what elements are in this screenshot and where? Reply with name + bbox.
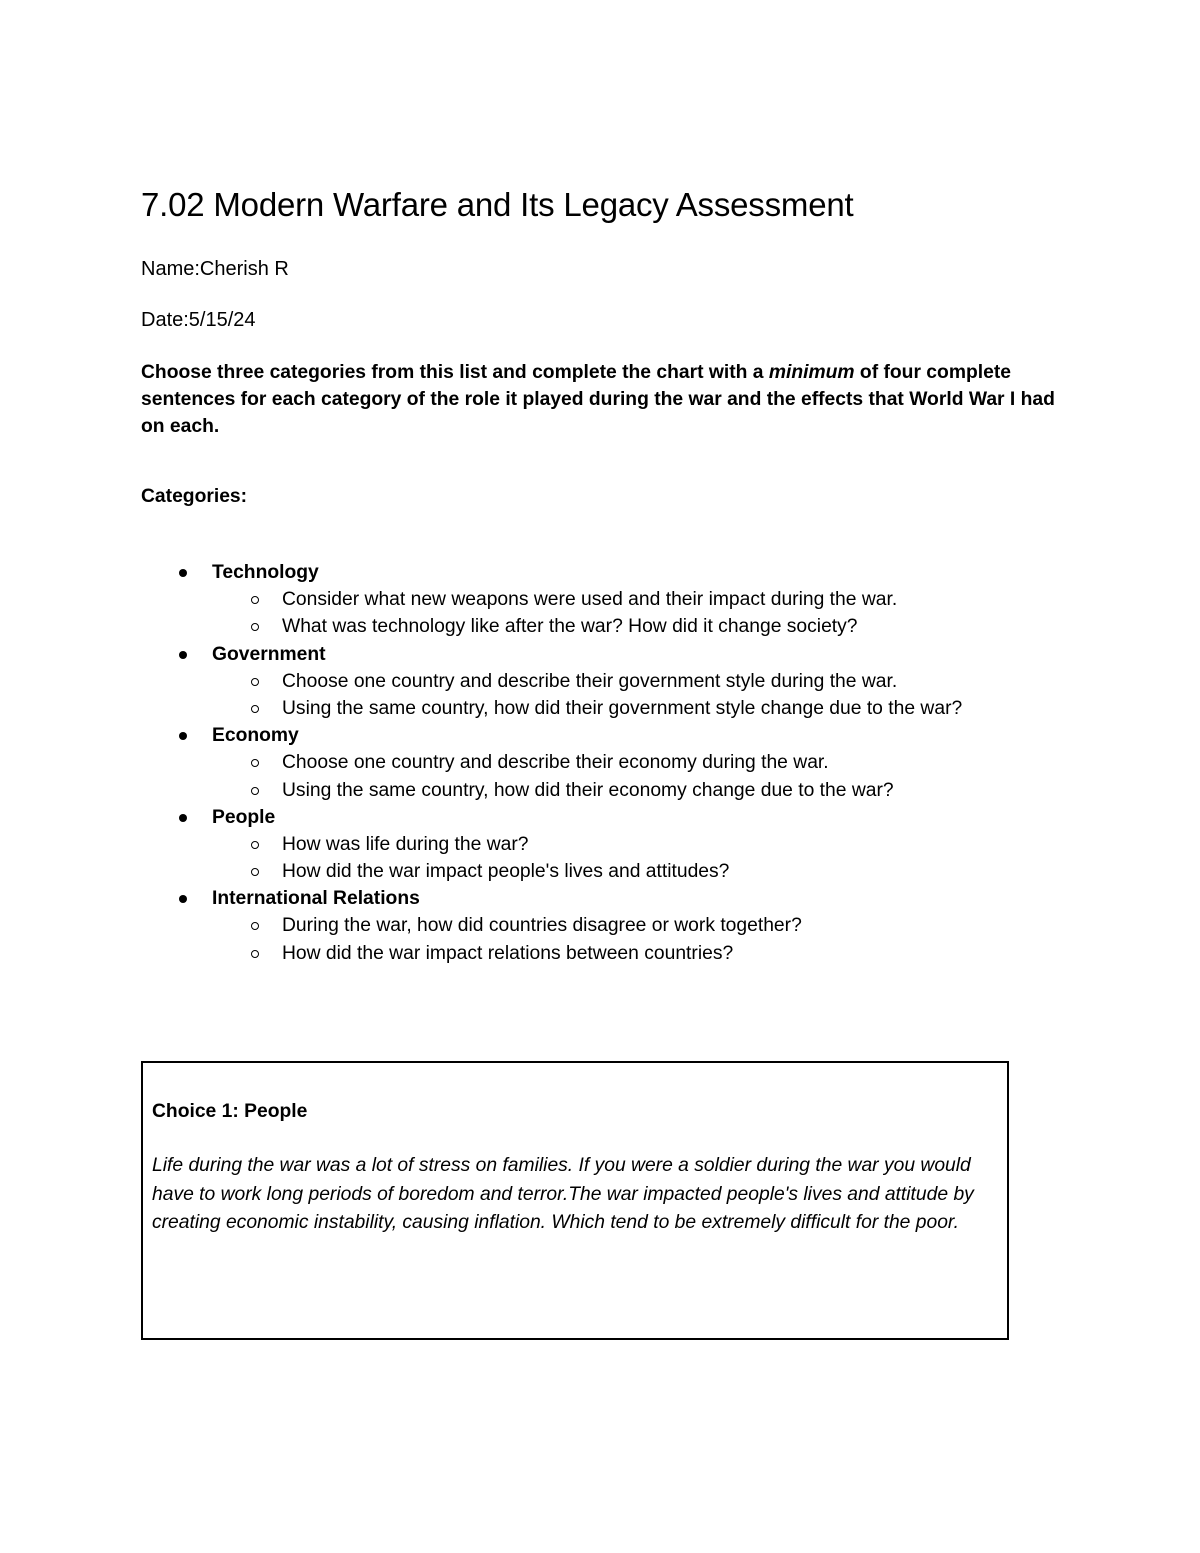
category-label: Economy <box>212 725 299 747</box>
bullet-disc-icon <box>179 895 187 903</box>
prompt-text: Choose one country and describe their economy during the war. <box>282 752 829 774</box>
bullet-circle-icon <box>251 950 259 958</box>
prompt-item <box>141 749 1121 776</box>
prompt-text: What was technology like after the war? How did it change society? <box>282 616 858 638</box>
choice-answer-box <box>141 1061 1009 1340</box>
category-label: Technology <box>212 562 319 583</box>
prompt-text: During the war, how did countries disagree or work together? <box>282 915 802 937</box>
category-international-relations <box>141 885 1121 967</box>
category-prompts <box>141 831 1121 885</box>
bullet-circle-icon <box>251 759 259 767</box>
prompt-item <box>141 613 1121 640</box>
bullet-disc-icon <box>179 814 187 822</box>
prompt-text: How was life during the war? <box>282 833 529 855</box>
categories-list <box>141 559 1121 967</box>
student-name: Name:Cherish R <box>141 258 289 280</box>
prompt-text: Choose one country and describe their government style during the war. <box>282 670 898 692</box>
prompt-item <box>141 777 1121 804</box>
prompt-text: How did the war impact people's lives and attitudes? <box>282 861 730 883</box>
prompt-text: Consider what new weapons were used and their impact during the war. <box>282 589 898 611</box>
document-title: 7.02 Modern Warfare and Its Legacy Assessment <box>141 186 854 223</box>
category-label: International Relations <box>212 888 420 910</box>
instructions-text-part1: Choose three categories from this list and complete the chart with a <box>141 362 769 383</box>
categories-heading: Categories: <box>141 486 248 507</box>
category-prompts <box>141 749 1121 803</box>
category-economy <box>141 722 1121 804</box>
bullet-disc-icon <box>179 651 187 659</box>
bullet-disc-icon <box>179 569 187 577</box>
bullet-circle-icon <box>251 868 259 876</box>
prompt-item <box>141 858 1121 885</box>
assignment-date: Date:5/15/24 <box>141 309 256 331</box>
choice-title: Choice 1: People <box>152 1101 308 1122</box>
bullet-circle-icon <box>251 623 259 631</box>
prompt-item <box>141 668 1121 695</box>
prompt-item <box>141 912 1121 939</box>
bullet-circle-icon <box>251 841 259 849</box>
choice-answer-text: Life during the war was a lot of stress on families. If you were a soldier during the war you would have to work long periods of boredom and terror.The war impacted people's lives and attitude by creating economic instability, causing inflation. Which tend to be extremely difficult for the poor. <box>152 1155 974 1234</box>
bullet-circle-icon <box>251 922 259 930</box>
bullet-circle-icon <box>251 596 259 604</box>
instructions-text-part2: of four complete sentences for each category of the role it played during the war and the effects that World War I had on each. <box>141 362 1055 437</box>
prompt-item <box>141 831 1121 858</box>
category-government <box>141 641 1121 723</box>
prompt-text: How did the war impact relations between countries? <box>282 942 734 964</box>
bullet-circle-icon <box>251 705 259 713</box>
instructions-emphasis: minimum <box>768 362 855 383</box>
instructions-paragraph <box>141 359 1071 440</box>
category-label: Government <box>212 643 326 665</box>
prompt-text: Using the same country, how did their government style change due to the war? <box>282 697 963 719</box>
prompt-item <box>141 940 1121 967</box>
category-people <box>141 804 1121 886</box>
prompt-item <box>141 695 1121 722</box>
category-prompts <box>141 668 1121 722</box>
category-label: People <box>212 806 276 828</box>
bullet-disc-icon <box>179 732 187 740</box>
prompt-item <box>141 586 1121 613</box>
category-prompts <box>141 912 1121 966</box>
bullet-circle-icon <box>251 678 259 686</box>
bullet-circle-icon <box>251 787 259 795</box>
category-technology <box>141 559 1121 641</box>
category-prompts <box>141 586 1121 640</box>
prompt-text: Using the same country, how did their economy change due to the war? <box>282 779 894 801</box>
